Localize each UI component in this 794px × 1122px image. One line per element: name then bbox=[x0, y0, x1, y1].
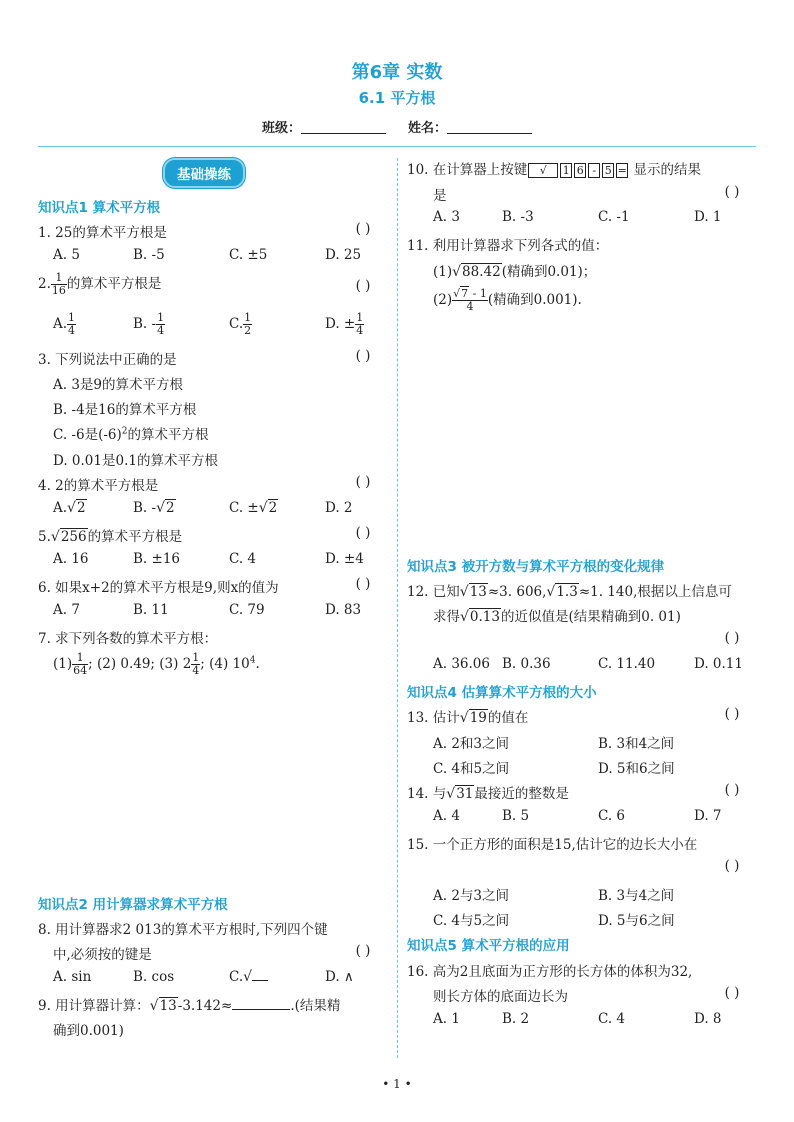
radical-sign: √ bbox=[149, 998, 159, 1014]
page-number: • 1 • bbox=[382, 1077, 412, 1091]
q9-answer-blank[interactable] bbox=[232, 996, 290, 1010]
q3-option-d: D. 0.01是0.1的算术平方根 bbox=[53, 453, 218, 469]
q6-option-a: A. 7 bbox=[53, 602, 80, 618]
q11-p2-den: 4 bbox=[466, 300, 474, 313]
q9-post: .(结果精 bbox=[290, 998, 341, 1014]
q1-answer-paren[interactable]: ( ) bbox=[355, 221, 371, 237]
q12-mid-1: ≈3. 606, bbox=[487, 584, 547, 600]
q4-option-b bbox=[133, 500, 176, 516]
q14-text: 14. 与 bbox=[407, 786, 447, 802]
q10-option-b: B. -3 bbox=[502, 209, 534, 225]
basic-practice-badge: 基础操练 bbox=[163, 158, 245, 188]
q6-option-c: C. 79 bbox=[229, 602, 265, 618]
q12-mid-2: ≈1. 140,根据以上信息可 bbox=[578, 584, 732, 600]
key-1: 1 bbox=[560, 163, 572, 178]
q7-exponent: 4 bbox=[249, 655, 256, 666]
knowledge-point-5: 知识点5 算术平方根的应用 bbox=[407, 938, 570, 954]
q12-option-a: A. 36.06 bbox=[433, 656, 490, 672]
q2-a-num: 1 bbox=[68, 311, 76, 324]
q1-option-d: D. 25 bbox=[325, 247, 362, 263]
q3-option-a: A. 3是9的算术平方根 bbox=[53, 377, 184, 393]
q6-stem: 6. 如果x+2的算术平方根是9,则x的值为 bbox=[38, 580, 279, 596]
q14-option-c: C. 6 bbox=[598, 808, 626, 824]
q5-stem-text: 的算术平方根是 bbox=[87, 529, 183, 545]
q13-option-a: A. 2和3之间 bbox=[433, 736, 510, 752]
knowledge-point-3: 知识点3 被开方数与算术平方根的变化规律 bbox=[407, 559, 665, 575]
q2-fraction-den: 16 bbox=[51, 284, 66, 297]
q7-parts bbox=[53, 652, 260, 677]
q14-radicand: 31 bbox=[456, 786, 474, 802]
q1-option-a: A. 5 bbox=[53, 247, 80, 263]
q1-option-c: C. ±5 bbox=[229, 247, 268, 263]
q15-stem: 15. 一个正方形的面积是15,估计它的边长大小在 bbox=[407, 837, 698, 853]
q5-option-b: B. ±16 bbox=[133, 551, 180, 567]
key-5: 5 bbox=[602, 163, 614, 178]
radical-sign: √ bbox=[258, 500, 268, 516]
q10-text: 10. 在计算器上按键 bbox=[407, 162, 528, 178]
q8-option-d: D. ∧ bbox=[325, 969, 354, 985]
q14-text-end: 最接近的整数是 bbox=[474, 786, 569, 802]
q11-part1 bbox=[433, 260, 596, 280]
radical-sign: √ bbox=[459, 710, 469, 726]
q16-option-d: D. 8 bbox=[694, 1011, 722, 1027]
q12-text: 12. 已知 bbox=[407, 584, 460, 600]
q16-option-a: A. 1 bbox=[433, 1011, 460, 1027]
q4-c-label: C. ± bbox=[229, 500, 259, 516]
q7-f3-den: 4 bbox=[192, 664, 200, 677]
radical-sign: √ bbox=[156, 500, 165, 516]
q2-option-b bbox=[133, 312, 165, 337]
q14-option-d: D. 7 bbox=[694, 808, 722, 824]
q2-c-num: 1 bbox=[244, 311, 252, 324]
q12-line1 bbox=[407, 580, 732, 600]
q10-option-a: A. 3 bbox=[433, 209, 460, 225]
radical-sign: √ bbox=[50, 529, 60, 545]
q12-option-d: D. 0.11 bbox=[694, 656, 743, 672]
q3-c-text: C. -6是(-6) bbox=[53, 427, 122, 443]
q9-mid: -3.142≈ bbox=[177, 998, 233, 1014]
knowledge-point-2: 知识点2 用计算器求算术平方根 bbox=[38, 897, 228, 913]
key-minus: - bbox=[588, 163, 600, 178]
q4-b-radicand: 2 bbox=[166, 500, 175, 516]
q2-stem-text: 的算术平方根是 bbox=[66, 276, 162, 292]
sqrt-key-icon bbox=[528, 163, 558, 178]
q14-option-b: B. 5 bbox=[502, 808, 530, 824]
q5-stem bbox=[38, 525, 182, 545]
q1-stem: 1. 25的算术平方根是 bbox=[38, 225, 167, 241]
q11-p1-text: (精确到0.01)； bbox=[501, 264, 597, 280]
q13-option-b: B. 3和4之间 bbox=[598, 736, 675, 752]
q12-line2-text: 求得 bbox=[433, 609, 460, 625]
q3-option-c bbox=[53, 423, 209, 443]
key-equals: = bbox=[617, 164, 627, 177]
q2-c-den: 2 bbox=[244, 324, 252, 337]
q10-text-end: 显示的结果 bbox=[629, 162, 702, 178]
name-label: 姓名： bbox=[408, 121, 448, 136]
q16-line1: 16. 高为2且底面为正方形的长方体的体积为32, bbox=[407, 964, 693, 980]
knowledge-point-4: 知识点4 估算算术平方根的大小 bbox=[407, 685, 597, 701]
q7-part4: ; (4) 10 bbox=[200, 656, 250, 672]
q12-option-c: C. 11.40 bbox=[598, 656, 656, 672]
q2-option-a-label: A. bbox=[53, 316, 68, 332]
header-divider bbox=[38, 146, 756, 147]
q12-radicand-1: 13 bbox=[469, 584, 487, 600]
radical-sign: √ bbox=[460, 609, 469, 625]
q11-part2 bbox=[433, 288, 582, 313]
q16-option-b: B. 2 bbox=[502, 1011, 530, 1027]
q12-radicand-3: 0.13 bbox=[469, 609, 500, 625]
q11-stem: 11. 利用计算器求下列各式的值： bbox=[407, 238, 609, 254]
q12-answer-paren[interactable]: ( ) bbox=[724, 630, 740, 646]
q2-answer-paren[interactable]: ( ) bbox=[355, 278, 371, 294]
knowledge-point-1: 知识点1 算术平方根 bbox=[38, 200, 161, 216]
q4-answer-paren[interactable]: ( ) bbox=[355, 474, 371, 490]
q4-option-d: D. 2 bbox=[325, 500, 353, 516]
q16-line2: 则长方体的底面边长为 bbox=[433, 989, 568, 1005]
q2-d-num: 1 bbox=[356, 311, 364, 324]
q10-option-d: D. 1 bbox=[694, 209, 722, 225]
q5-radicand: 256 bbox=[60, 529, 87, 545]
radical-sign: √ bbox=[546, 584, 556, 600]
q4-c-radicand: 2 bbox=[268, 500, 278, 516]
q13-radicand: 19 bbox=[469, 710, 487, 726]
name-field bbox=[408, 117, 532, 136]
q8-c-label: C. bbox=[229, 969, 244, 985]
q11-p2-radicand: 7 bbox=[461, 287, 469, 300]
q14-answer-paren[interactable]: ( ) bbox=[724, 782, 740, 798]
q3-c-exponent: 2 bbox=[121, 426, 128, 437]
q15-answer-paren[interactable]: ( ) bbox=[724, 858, 740, 874]
q8-line2: 中,必须按的键是 bbox=[53, 947, 152, 963]
q10-line2: 是 bbox=[433, 188, 447, 204]
q7-part1-label: (1) bbox=[53, 656, 73, 672]
class-label: 班级： bbox=[262, 121, 302, 136]
radical-sign: √ bbox=[67, 500, 76, 516]
q8-option-c bbox=[229, 969, 268, 985]
q5-option-a: A. 16 bbox=[53, 551, 89, 567]
section-title: 6.1 平方根 bbox=[358, 89, 436, 107]
q5-option-c: C. 4 bbox=[229, 551, 257, 567]
q15-option-b: B. 3与4之间 bbox=[598, 888, 675, 904]
q3-option-b: B. -4是16的算术平方根 bbox=[53, 402, 197, 418]
q14-option-a: A. 4 bbox=[433, 808, 460, 824]
q6-answer-paren[interactable]: ( ) bbox=[355, 576, 371, 592]
class-blank[interactable] bbox=[301, 120, 386, 134]
q7-f1-den: 64 bbox=[73, 664, 88, 677]
q13-option-d: D. 5和6之间 bbox=[598, 761, 675, 777]
q10-line1 bbox=[407, 158, 701, 178]
q2-option-d-label: D. ± bbox=[325, 316, 356, 332]
q12-line2 bbox=[433, 605, 681, 625]
key-6: 6 bbox=[574, 163, 586, 178]
chapter-title: 第6章 实数 bbox=[351, 62, 443, 83]
q5-number: 5. bbox=[38, 529, 51, 545]
q7-stem: 7. 求下列各数的算术平方根： bbox=[38, 631, 218, 647]
q4-option-a bbox=[53, 500, 87, 516]
q2-stem bbox=[38, 272, 161, 297]
q2-option-b-label: B. - bbox=[133, 316, 157, 332]
q11-p2-num-rest: - 1 bbox=[469, 287, 487, 300]
q9-radicand: 13 bbox=[159, 998, 177, 1014]
q2-fraction-num: 1 bbox=[51, 272, 67, 285]
q10-option-c: C. -1 bbox=[598, 209, 630, 225]
radical-sign: √ bbox=[446, 786, 456, 802]
column-divider bbox=[397, 158, 398, 1058]
q5-option-d: D. ±4 bbox=[325, 551, 364, 567]
q9-line2: 确到0.001) bbox=[53, 1023, 124, 1039]
class-field bbox=[262, 117, 386, 136]
q7-period: . bbox=[255, 656, 260, 672]
q13-answer-paren[interactable]: ( ) bbox=[724, 706, 740, 722]
q13-text-end: 的值在 bbox=[487, 710, 529, 726]
q2-option-d bbox=[325, 312, 364, 337]
q2-a-den: 4 bbox=[68, 324, 76, 337]
q1-option-b: B. -5 bbox=[133, 247, 165, 263]
q2-fraction bbox=[51, 272, 67, 297]
q12-line2-end: 的近似值是(结果精确到0. 01) bbox=[500, 609, 681, 625]
q3-stem: 3. 下列说法中正确的是 bbox=[38, 352, 177, 368]
q16-option-c: C. 4 bbox=[598, 1011, 626, 1027]
q4-option-c bbox=[229, 500, 278, 516]
q2-b-den: 4 bbox=[157, 324, 165, 337]
q8-answer-paren[interactable]: ( ) bbox=[355, 943, 371, 959]
q8-option-a: A. sin bbox=[53, 969, 92, 985]
q3-answer-paren[interactable]: ( ) bbox=[355, 348, 371, 364]
q11-p2-label: (2) bbox=[433, 292, 453, 308]
q12-radicand-2: 1.3 bbox=[556, 584, 578, 600]
q9-text: 9. 用计算器计算： bbox=[38, 998, 150, 1014]
q6-option-d: D. 83 bbox=[325, 602, 362, 618]
q6-option-b: B. 11 bbox=[133, 602, 169, 618]
q16-answer-paren[interactable]: ( ) bbox=[724, 985, 740, 1001]
q4-a-radicand: 2 bbox=[76, 500, 86, 516]
q7-part2: ; (2) 0.49; (3) 2 bbox=[88, 656, 192, 672]
q2-d-den: 4 bbox=[356, 324, 364, 337]
q10-answer-paren[interactable]: ( ) bbox=[724, 184, 740, 200]
q11-p1-label: (1) bbox=[433, 264, 453, 280]
q3-c-text-end: 的算术平方根 bbox=[127, 427, 209, 443]
q12-option-b: B. 0.36 bbox=[502, 656, 551, 672]
q13-stem bbox=[407, 706, 528, 726]
q11-p2-text: (精确到0.001). bbox=[487, 292, 582, 308]
q14-stem bbox=[407, 782, 569, 802]
q2-option-c bbox=[229, 312, 252, 337]
q13-option-c: C. 4和5之间 bbox=[433, 761, 510, 777]
q7-f1-num: 1 bbox=[72, 652, 88, 665]
q4-b-label: B. - bbox=[133, 500, 157, 516]
q13-text: 13. 估计 bbox=[407, 710, 460, 726]
q9-line1 bbox=[38, 994, 340, 1014]
q2-number: 2. bbox=[38, 276, 51, 292]
q4-a-label: A. bbox=[53, 500, 68, 516]
q8-option-b: B. cos bbox=[133, 969, 175, 985]
q11-p1-radicand: 88.42 bbox=[462, 264, 501, 280]
name-blank[interactable] bbox=[447, 120, 532, 134]
q15-option-d: D. 5与6之间 bbox=[598, 913, 675, 929]
radical-sign: √ bbox=[459, 584, 469, 600]
q2-option-a bbox=[53, 312, 76, 337]
radical-bar bbox=[252, 980, 268, 981]
q4-stem: 4. 2的算术平方根是 bbox=[38, 478, 159, 494]
q5-answer-paren[interactable]: ( ) bbox=[355, 525, 371, 541]
q15-option-c: C. 4与5之间 bbox=[433, 913, 510, 929]
q8-line1: 8. 用计算器求2 013的算术平方根时,下列四个键 bbox=[38, 922, 328, 938]
radical-sign: √ bbox=[539, 164, 547, 177]
radical-key-icon: √ bbox=[243, 969, 253, 985]
q15-option-a: A. 2与3之间 bbox=[433, 888, 510, 904]
radical-sign: √ bbox=[452, 264, 462, 280]
q2-option-c-label: C. bbox=[229, 316, 244, 332]
radical-sign: √ bbox=[453, 287, 461, 300]
q2-b-num: 1 bbox=[157, 311, 165, 324]
q7-f3-num: 1 bbox=[192, 651, 200, 664]
